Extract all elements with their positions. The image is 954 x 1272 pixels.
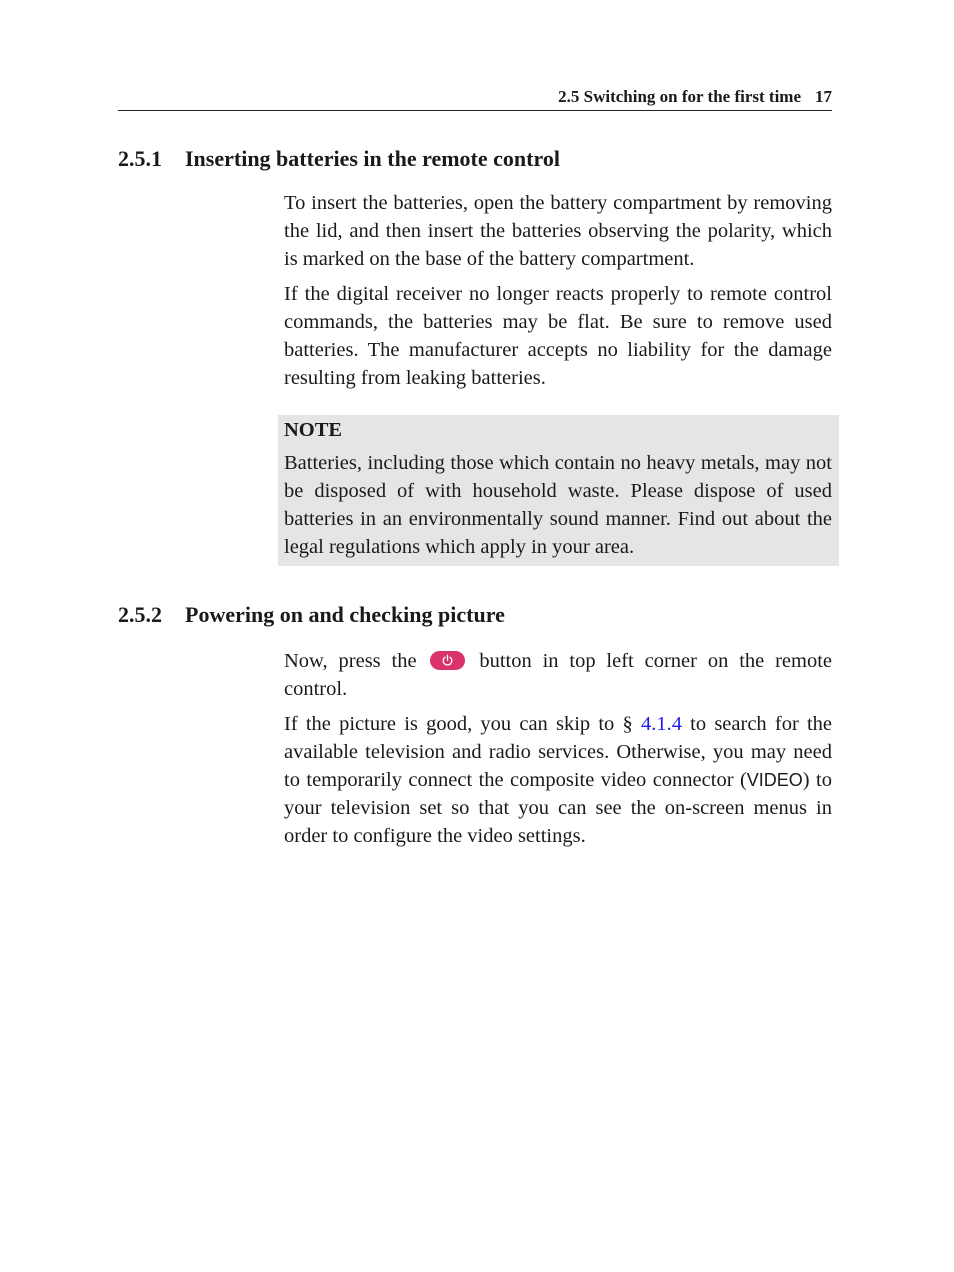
power-icon	[430, 651, 465, 670]
text-run: button in top left corner on the remote control.	[284, 650, 833, 700]
section-title: Powering on and checking picture	[185, 602, 505, 627]
section-body-2-5-2	[284, 647, 832, 857]
section-heading-2-5-1	[118, 145, 560, 173]
section-title: Inserting batteries in the remote control	[185, 146, 560, 171]
paragraph	[284, 647, 832, 703]
paragraph: To insert the batteries, open the battery compartment by removing the lid, and then insert the batteries observing the polarity, which is marked on the base of the battery compartment.	[284, 192, 832, 270]
note-text: Batteries, including those which contain no heavy metals, may not be disposed of with household waste. Please dispose of used batteries in an environmentally sound manner. Find out about the legal regulations which apply in your area.	[284, 452, 832, 558]
running-title: 2.5 Switching on for the first time	[558, 87, 801, 106]
section-link[interactable]: 4.1.4	[640, 713, 682, 735]
text-run: Now, press the	[284, 650, 417, 672]
text-run: ) to your television set so that you can see the on-screen menus in order to configure the video settings.	[284, 769, 832, 847]
note-box	[278, 415, 839, 566]
section-body-2-5-1	[284, 189, 832, 399]
connector-label: VIDEO	[746, 770, 803, 790]
text-run: to search for the available television and radio services. Otherwise, you may need to temporarily connect the composite video connector (	[284, 713, 833, 791]
note-title: NOTE	[284, 419, 343, 441]
section-number: 2.5.2	[118, 602, 162, 627]
section-number: 2.5.1	[118, 146, 162, 171]
text-run: If the picture is good, you can skip to §	[284, 713, 633, 735]
paragraph: If the digital receiver no longer reacts properly to remote control commands, the batteries may be flat. Be sure to remove used batteries. The manufacturer accepts no liability for the damage resulting from leaking batteries.	[284, 283, 832, 389]
running-header	[118, 86, 832, 111]
paragraph	[284, 710, 832, 850]
page-number: 17	[815, 87, 832, 106]
section-heading-2-5-2	[118, 601, 505, 629]
